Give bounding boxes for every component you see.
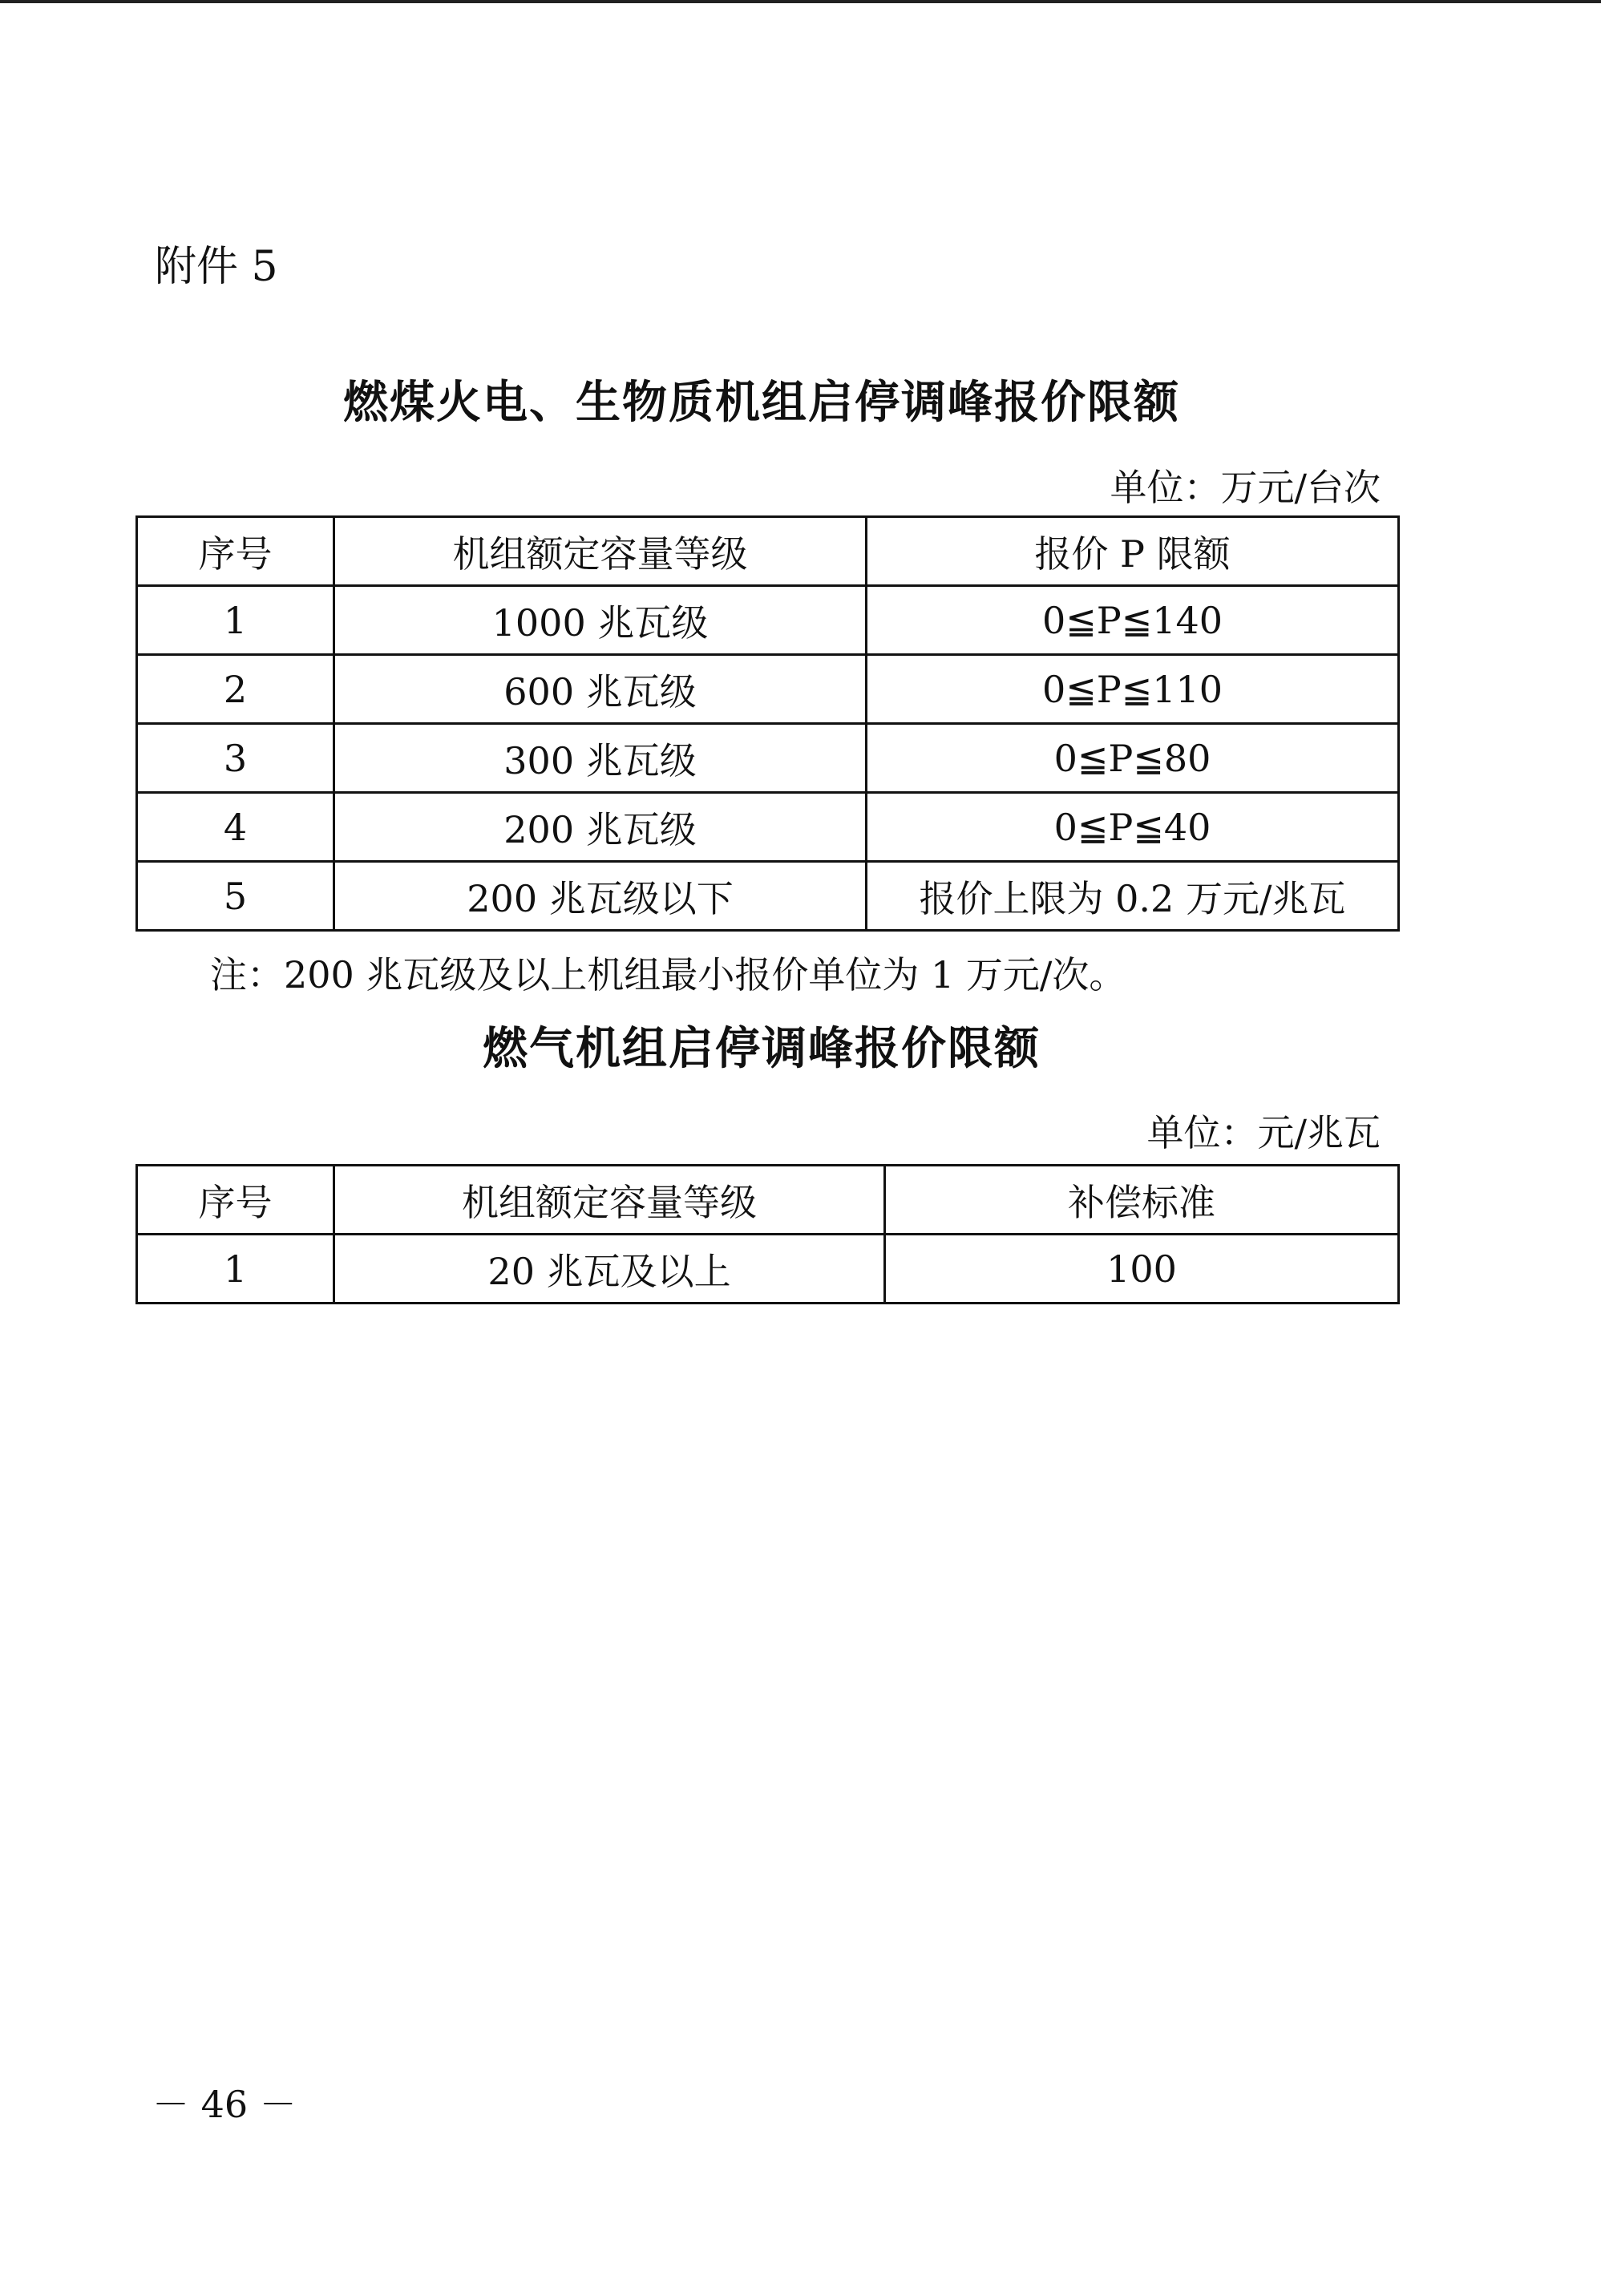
attachment-label: 附件 5	[155, 243, 278, 291]
table-cell: 100	[885, 1235, 1399, 1304]
table-cell: 0≦P≦80	[867, 724, 1399, 793]
table-cell: 300 兆瓦级	[334, 724, 867, 793]
header-cell: 机组额定容量等级	[334, 517, 867, 586]
header-cell: 补偿标准	[885, 1166, 1399, 1235]
table-cell: 20 兆瓦及以上	[334, 1235, 885, 1304]
coal-biomass-quote-table	[135, 515, 1400, 932]
table-row	[137, 1235, 1399, 1304]
table1-unit: 单位：万元/台次	[1110, 466, 1381, 509]
table-row	[137, 655, 1399, 724]
table-cell: 1	[137, 586, 334, 655]
table1-title: 燃煤火电、生物质机组启停调峰报价限额	[343, 376, 1180, 429]
table-row	[137, 793, 1399, 862]
table-cell: 报价上限为 0.2 万元/兆瓦	[867, 862, 1399, 931]
table-cell: 1	[137, 1235, 334, 1304]
table-cell: 0≦P≦40	[867, 793, 1399, 862]
table-row	[137, 862, 1399, 931]
table-row	[137, 724, 1399, 793]
table1-note: 注：200 兆瓦级及以上机组最小报价单位为 1 万元/次。	[210, 953, 1126, 996]
table-cell: 3	[137, 724, 334, 793]
table2-unit: 单位：元/兆瓦	[1146, 1111, 1381, 1154]
header-cell: 机组额定容量等级	[334, 1166, 885, 1235]
table-cell: 1000 兆瓦级	[334, 586, 867, 655]
table-cell: 200 兆瓦级以下	[334, 862, 867, 931]
top-border-line	[0, 0, 1601, 3]
table-cell: 4	[137, 793, 334, 862]
table-header-row	[137, 1166, 1399, 1235]
header-cell: 报价 P 限额	[867, 517, 1399, 586]
page-number: － 46 －	[152, 2083, 297, 2126]
table-row	[137, 586, 1399, 655]
header-cell: 序号	[137, 1166, 334, 1235]
table-cell: 200 兆瓦级	[334, 793, 867, 862]
table-cell: 600 兆瓦级	[334, 655, 867, 724]
header-cell: 序号	[137, 517, 334, 586]
table-cell: 0≦P≦140	[867, 586, 1399, 655]
table-cell: 0≦P≦110	[867, 655, 1399, 724]
table-header-row	[137, 517, 1399, 586]
table-cell: 2	[137, 655, 334, 724]
gas-unit-quote-table	[135, 1164, 1400, 1304]
table2-title: 燃气机组启停调峰报价限额	[483, 1022, 1041, 1075]
table-cell: 5	[137, 862, 334, 931]
